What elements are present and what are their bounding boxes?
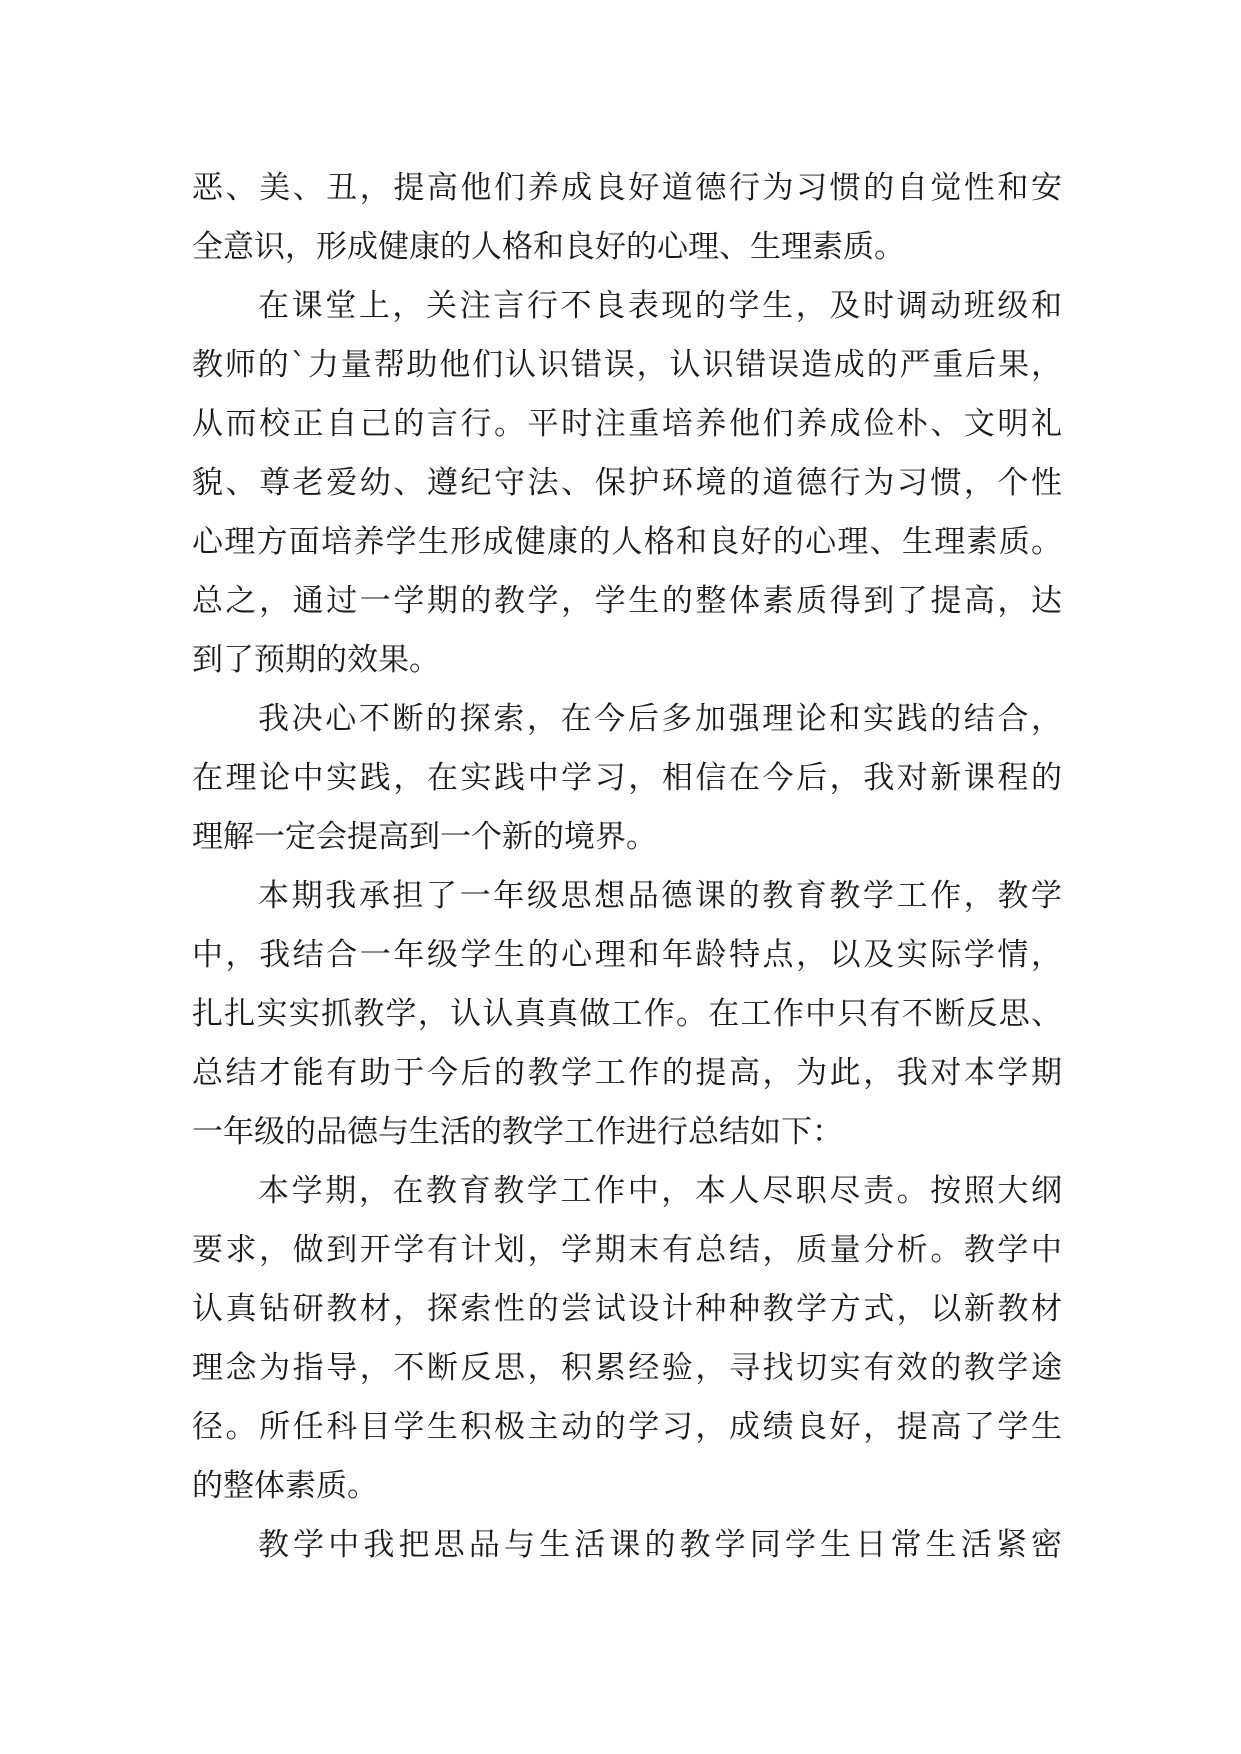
- text-line: 一年级的品德与生活的教学工作进行总结如下：: [192, 1114, 843, 1150]
- text-line: 到了预期的效果。: [192, 642, 440, 678]
- text-line: 本期我承担了一年级思想品德课的教育教学工作，教学: [258, 878, 1062, 914]
- text-line: 恶、美、丑，提高他们养成良好道德行为习惯的自觉性和安: [192, 170, 1062, 206]
- text-line: 中，我结合一年级学生的心理和年龄特点，以及实际学情，: [192, 937, 1062, 973]
- text-line: 貌、尊老爱幼、遵纪守法、保护环境的道德行为习惯，个性: [192, 465, 1062, 501]
- text-line: 径。所任科目学生积极主动的学习，成绩良好，提高了学生: [192, 1409, 1062, 1445]
- text-line: 在课堂上，关注言行不良表现的学生，及时调动班级和: [258, 288, 1062, 324]
- text-line: 心理方面培养学生形成健康的人格和良好的心理、生理素质。: [192, 524, 1062, 560]
- text-line: 的整体素质。: [192, 1468, 378, 1504]
- text-line: 理念为指导，不断反思，积累经验，寻找切实有效的教学途: [192, 1350, 1062, 1386]
- text-line: 全意识，形成健康的人格和良好的心理、生理素质。: [192, 229, 905, 265]
- text-line: 从而校正自己的言行。平时注重培养他们养成俭朴、文明礼: [192, 406, 1062, 442]
- text-line: 在理论中实践，在实践中学习，相信在今后，我对新课程的: [192, 760, 1062, 796]
- text-line: 教学中我把思品与生活课的教学同学生日常生活紧密: [258, 1527, 1062, 1563]
- text-line: 总结才能有助于今后的教学工作的提高，为此，我对本学期: [192, 1055, 1062, 1091]
- text-line: 教师的`力量帮助他们认识错误，认识错误造成的严重后果，: [192, 347, 1062, 383]
- text-line: 扎扎实实抓教学，认认真真做工作。在工作中只有不断反思、: [192, 996, 1062, 1032]
- text-line: 要求，做到开学有计划，学期末有总结，质量分析。教学中: [192, 1232, 1062, 1268]
- text-line: 本学期，在教育教学工作中，本人尽职尽责。按照大纲: [258, 1173, 1062, 1209]
- text-line: 理解一定会提高到一个新的境界。: [192, 819, 657, 855]
- text-line: 认真钻研教材，探索性的尝试设计种种教学方式，以新教材: [192, 1291, 1062, 1327]
- text-line: 总之，通过一学期的教学，学生的整体素质得到了提高，达: [192, 583, 1062, 619]
- body-text: [192, 159, 1062, 1575]
- text-line: 我决心不断的探索，在今后多加强理论和实践的结合，: [258, 701, 1062, 737]
